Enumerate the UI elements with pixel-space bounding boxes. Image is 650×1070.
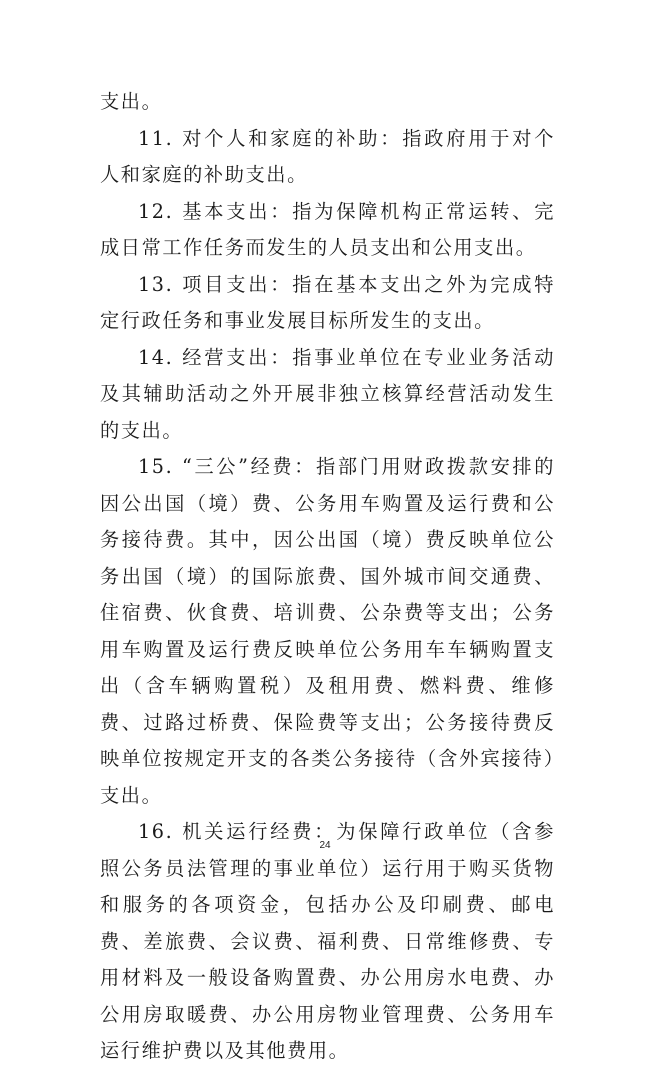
page-number: 24 bbox=[319, 840, 331, 851]
document-body bbox=[100, 84, 555, 1070]
paragraph-item-16: 16. 机关运行经费：为保障行政单位（含参照公务员法管理的事业单位）运行用于购买货物和服务的各项资金，包括办公及印刷费、邮电费、差旅费、会议费、福利费、日常维修费、专用材料及一般设备购置费、办公用房水电费、办公用房取暖费、办公用房物业管理费、公务用车运行维护费以及其他费用。 bbox=[100, 820, 555, 1062]
paragraph-item-12: 12. 基本支出：指为保障机构正常运转、完成日常工作任务而发生的人员支出和公用支出。 bbox=[100, 199, 555, 259]
paragraph-item-11: 11. 对个人和家庭的补助：指政府用于对个人和家庭的补助支出。 bbox=[100, 126, 555, 186]
paragraph-continuation: 支出。 bbox=[100, 90, 163, 113]
paragraph-item-14: 14. 经营支出：指事业单位在专业业务活动及其辅助活动之外开展非独立核算经营活动发生的支出。 bbox=[100, 345, 555, 442]
paragraph-item-13: 13. 项目支出：指在基本支出之外为完成特定行政任务和事业发展目标所发生的支出。 bbox=[100, 272, 555, 332]
paragraph-item-15: 15. “三公”经费：指部门用财政拨款安排的因公出国（境）费、公务用车购置及运行费和公务接待费。其中，因公出国（境）费反映单位公务出国（境）的国际旅费、国外城市间交通费、住宿费、伙食费、培训费、公杂费等支出；公务用车购置及运行费反映单位公务用车车辆购置支出（含车辆购置税）及租用费、燃料费、维修费、过路过桥费、保险费等支出；公务接待费反映单位按规定开支的各类公务接待（含外宾接待）支出。 bbox=[100, 455, 555, 807]
